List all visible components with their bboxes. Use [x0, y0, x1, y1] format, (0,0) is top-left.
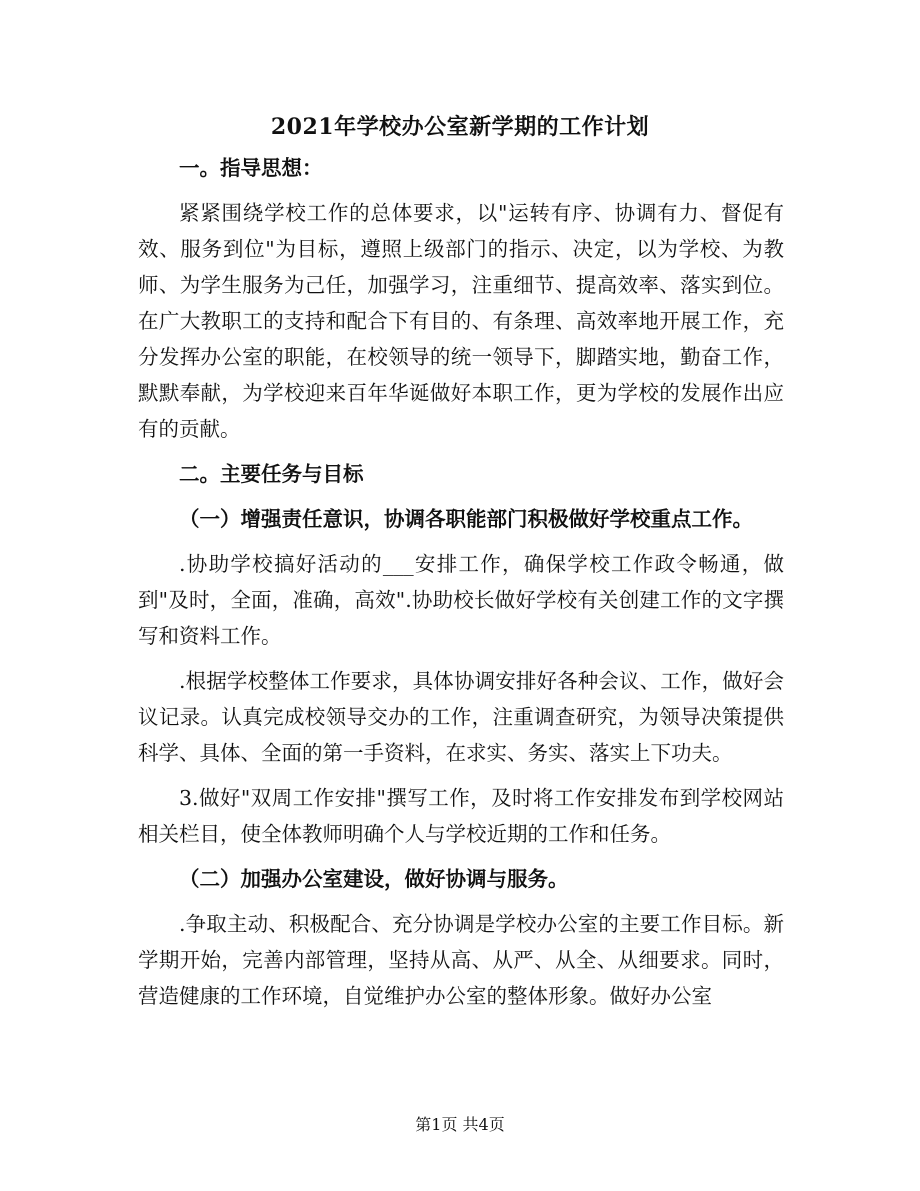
document-title: 2021年学校办公室新学期的工作计划 [270, 114, 650, 140]
body-paragraph: 紧紧围绕学校工作的总体要求，以"运转有序、协调有力、督促有效、服务到位"为目标，遵照上级部门的指示、决定，以为学校、为教师、为学生服务为己任，加强学习，注重细节、提高效率、落实到位。在广大教职工的支持和配合下有目的、有条理、高效率地开展工作，充分发挥办公室的职能，在校领导的统一领导下，脚踏实地，勤奋工作，默默奉献，为学校迎来百年华诞做好本职工作，更为学校的发展作出应有的贡献。 [138, 201, 784, 441]
page-footer: 第1页 共4页 [415, 1115, 505, 1134]
subsection-heading: （二）加强办公室建设，做好协调与服务。 [179, 867, 569, 891]
document-body [138, 150, 784, 1023]
body-paragraph: .根据学校整体工作要求，具体协调安排好各种会议、工作，做好会议记录。认真完成校领导交办的工作，注重调查研究，为领导决策提供科学、具体、全面的第一手资料，在求实、务实、落实上下功夫。 [138, 669, 784, 765]
body-paragraph: .协助学校搞好活动的___安排工作，确保学校工作政令畅通，做到"及时，全面，准确，高效".协助校长做好学校有关创建工作的文字撰写和资料工作。 [138, 552, 784, 648]
body-paragraph: .争取主动、积极配合、充分协调是学校办公室的主要工作目标。新学期开始，完善内部管理，坚持从高、从严、从全、从细要求。同时，营造健康的工作环境，自觉维护办公室的整体形象。做好办公室 [138, 912, 784, 1008]
section-heading: 一。指导思想： [179, 156, 323, 180]
subsection-heading: （一）增强责任意识，协调各职能部门积极做好学校重点工作。 [179, 507, 753, 531]
section-heading: 二。主要任务与目标 [179, 462, 364, 486]
body-paragraph: 3.做好"双周工作安排"撰写工作，及时将工作安排发布到学校网站相关栏目，使全体教师明确个人与学校近期的工作和任务。 [138, 786, 784, 846]
